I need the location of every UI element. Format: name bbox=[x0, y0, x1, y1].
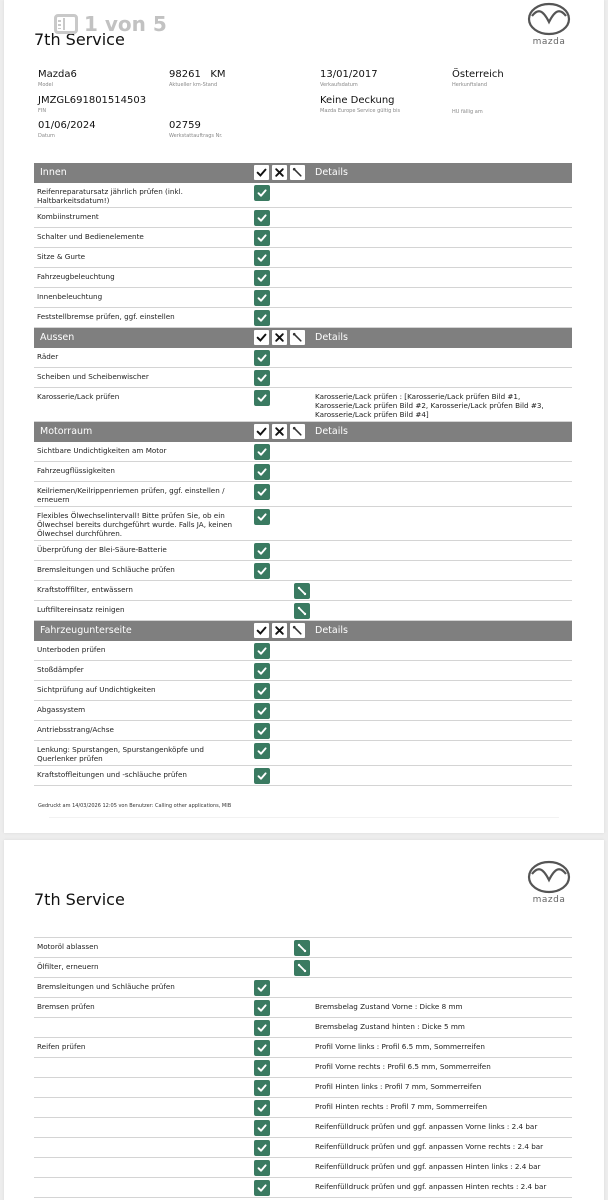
section-header bbox=[34, 328, 572, 348]
info-mes: Keine Deckung Mazda Europe Service gültig bis bbox=[320, 95, 401, 114]
status-ok-check-icon bbox=[254, 464, 270, 480]
table-row bbox=[34, 348, 572, 368]
status-ok-check-icon bbox=[254, 310, 270, 326]
x-icon bbox=[272, 623, 287, 638]
check-icon bbox=[254, 623, 269, 638]
row-label: Sitze & Gurte bbox=[37, 252, 86, 261]
table-row bbox=[34, 482, 572, 507]
table-row bbox=[34, 1018, 572, 1038]
row-label: Schalter und Bedienelemente bbox=[37, 232, 144, 241]
section-title: Motorraum bbox=[40, 426, 93, 437]
row-detail: Reifenfülldruck prüfen und ggf. anpassen Hinten links : 2.4 bar bbox=[315, 1162, 541, 1171]
row-label: Flexibles Ölwechselintervall! Bitte prüfen Sie, ob ein Ölwechsel bereits durchgeführt wurde. Falls JA, keinen Ölwechsel durchführen. bbox=[37, 511, 233, 538]
status-ok-check-icon bbox=[254, 370, 270, 386]
row-label: Überprüfung der Blei-Säure-Batterie bbox=[37, 545, 167, 554]
table-row bbox=[34, 541, 572, 561]
row-label: Räder bbox=[37, 352, 59, 361]
row-label: Reifen prüfen bbox=[37, 1042, 86, 1051]
status-repair-wrench-icon bbox=[294, 940, 310, 956]
x-icon bbox=[272, 424, 287, 439]
status-ok-check-icon bbox=[254, 543, 270, 559]
status-ok-check-icon bbox=[254, 509, 270, 525]
status-ok-check-icon bbox=[254, 1100, 270, 1116]
status-ok-check-icon bbox=[254, 444, 270, 460]
row-detail: Profil Vorne rechts : Profil 6.5 mm, Sommerreifen bbox=[315, 1062, 491, 1071]
row-label: Abgassystem bbox=[37, 705, 86, 714]
table-row bbox=[34, 1178, 572, 1198]
table-row bbox=[34, 701, 572, 721]
mazda-logo bbox=[522, 2, 576, 47]
section-title: Fahrzeugunterseite bbox=[40, 625, 132, 636]
table-row bbox=[34, 1098, 572, 1118]
info-country: Österreich Herkunftsland bbox=[452, 69, 504, 88]
table-row bbox=[34, 681, 572, 701]
status-repair-wrench-icon bbox=[294, 960, 310, 976]
row-detail: Bremsbelag Zustand Vorne : Dicke 8 mm bbox=[315, 1002, 463, 1011]
row-detail: Karosserie/Lack prüfen : [Karosserie/Lack prüfen Bild #1, Karosserie/Lack prüfen Bild #2, Karosserie/Lack prüfen Bild #3, Karosserie/Lack prüfen Bild #4] bbox=[315, 392, 544, 419]
status-ok-check-icon bbox=[254, 185, 270, 201]
table-row bbox=[34, 268, 572, 288]
mazda-emblem-icon bbox=[526, 860, 572, 894]
section-title: Innen bbox=[40, 167, 67, 178]
status-ok-check-icon bbox=[254, 743, 270, 759]
row-detail: Profil Vorne links : Profil 6.5 mm, Sommerreifen bbox=[315, 1042, 485, 1051]
mazda-wordmark: mazda bbox=[532, 37, 566, 47]
table-row bbox=[34, 641, 572, 661]
row-label: Ölfilter, erneuern bbox=[37, 962, 99, 971]
info-sale-date: 13/01/2017 Verkaufsdatum bbox=[320, 69, 378, 88]
status-ok-check-icon bbox=[254, 683, 270, 699]
status-ok-check-icon bbox=[254, 1060, 270, 1076]
table-row bbox=[34, 228, 572, 248]
table-row bbox=[34, 288, 572, 308]
row-label: Feststellbremse prüfen, ggf. einstellen bbox=[37, 312, 175, 321]
status-ok-check-icon bbox=[254, 230, 270, 246]
table-row bbox=[34, 308, 572, 328]
row-label: Fahrzeugflüssigkeiten bbox=[37, 466, 115, 475]
details-header: Details bbox=[315, 426, 348, 437]
mazda-logo bbox=[522, 860, 576, 905]
mazda-wordmark: mazda bbox=[532, 895, 566, 905]
table-row bbox=[34, 183, 572, 208]
row-label: Innenbeleuchtung bbox=[37, 292, 103, 301]
page-title: 7th Service bbox=[34, 890, 125, 909]
row-detail: Bremsbelag Zustand hinten : Dicke 5 mm bbox=[315, 1022, 465, 1031]
status-ok-check-icon bbox=[254, 1180, 270, 1196]
row-label: Scheiben und Scheibenwischer bbox=[37, 372, 149, 381]
table-row bbox=[34, 1078, 572, 1098]
row-detail: Reifenfülldruck prüfen und ggf. anpassen Vorne links : 2.4 bar bbox=[315, 1122, 538, 1131]
header-icons bbox=[254, 623, 305, 638]
status-ok-check-icon bbox=[254, 350, 270, 366]
row-detail: Profil Hinten links : Profil 7 mm, Sommerreifen bbox=[315, 1082, 482, 1091]
wrench-icon bbox=[290, 623, 305, 638]
row-detail: Reifenfülldruck prüfen und ggf. anpassen Hinten rechts : 2.4 bar bbox=[315, 1182, 547, 1191]
wrench-icon bbox=[290, 165, 305, 180]
row-label: Unterboden prüfen bbox=[37, 645, 106, 654]
table-row bbox=[34, 661, 572, 681]
table-row bbox=[34, 741, 572, 766]
status-ok-check-icon bbox=[254, 290, 270, 306]
status-ok-check-icon bbox=[254, 768, 270, 784]
header-icons bbox=[254, 165, 305, 180]
table-row bbox=[34, 721, 572, 741]
divider bbox=[49, 817, 559, 818]
header-icons bbox=[254, 330, 305, 345]
page-title: 7th Service bbox=[34, 30, 125, 49]
info-hu: HU fällig am bbox=[452, 109, 483, 115]
row-label: Kombiinstrument bbox=[37, 212, 99, 221]
row-label: Bremsleitungen und Schläuche prüfen bbox=[37, 982, 175, 991]
status-ok-check-icon bbox=[254, 390, 270, 406]
page-indicator[interactable] bbox=[54, 12, 167, 36]
x-icon bbox=[272, 330, 287, 345]
row-label: Bremsleitungen und Schläuche prüfen bbox=[37, 565, 175, 574]
status-ok-check-icon bbox=[254, 210, 270, 226]
table-row bbox=[34, 1038, 572, 1058]
table-row bbox=[34, 208, 572, 228]
table-row bbox=[34, 368, 572, 388]
row-label: Motoröl ablassen bbox=[37, 942, 99, 951]
table-row bbox=[34, 442, 572, 462]
row-label: Lenkung: Spurstangen, Spurstangenköpfe und Querlenker prüfen bbox=[37, 745, 204, 763]
status-ok-check-icon bbox=[254, 1040, 270, 1056]
info-order-number: 02759 Werkstattauftrags Nr. bbox=[169, 120, 223, 139]
table-row bbox=[34, 507, 572, 541]
row-label: Bremsen prüfen bbox=[37, 1002, 95, 1011]
status-ok-check-icon bbox=[254, 643, 270, 659]
status-ok-check-icon bbox=[254, 1080, 270, 1096]
wrench-icon bbox=[290, 330, 305, 345]
row-label: Kraftstofffilter, entwässern bbox=[37, 585, 133, 594]
status-ok-check-icon bbox=[254, 484, 270, 500]
print-footer: Gedruckt am 14/03/2026 12:05 von Benutzer: Calling other applications, MIB bbox=[38, 803, 232, 809]
section-header bbox=[34, 621, 572, 641]
table-row bbox=[34, 581, 572, 601]
row-label: Reifenreparatursatz jährlich prüfen (inkl. Haltbarkeitsdatum!) bbox=[37, 187, 183, 205]
details-header: Details bbox=[315, 167, 348, 178]
status-ok-check-icon bbox=[254, 1160, 270, 1176]
row-label: Sichtbare Undichtigkeiten am Motor bbox=[37, 446, 167, 455]
header-icons bbox=[254, 424, 305, 439]
table-row bbox=[34, 978, 572, 998]
wrench-icon bbox=[290, 424, 305, 439]
section-header bbox=[34, 422, 572, 442]
row-label: Stoßdämpfer bbox=[37, 665, 84, 674]
info-km: 98261 KM Aktueller km-Stand bbox=[169, 69, 226, 88]
row-label: Keilriemen/Keilrippenriemen prüfen, ggf. einstellen / erneuern bbox=[37, 486, 225, 504]
row-label: Luftfiltereinsatz reinigen bbox=[37, 605, 125, 614]
document-page-2 bbox=[4, 840, 604, 1200]
status-ok-check-icon bbox=[254, 723, 270, 739]
check-icon bbox=[254, 165, 269, 180]
table-row bbox=[34, 998, 572, 1018]
info-vin: JMZGL691801514503 FIN bbox=[38, 95, 147, 114]
table-row bbox=[34, 1058, 572, 1078]
status-ok-check-icon bbox=[254, 703, 270, 719]
table-row bbox=[34, 388, 572, 422]
row-label: Fahrzeugbeleuchtung bbox=[37, 272, 115, 281]
info-model: Mazda6 Model bbox=[38, 69, 77, 88]
row-detail: Reifenfülldruck prüfen und ggf. anpassen Vorne rechts : 2.4 bar bbox=[315, 1142, 544, 1151]
inspection-table bbox=[34, 163, 572, 786]
table-row bbox=[34, 1138, 572, 1158]
sidebar-icon[interactable] bbox=[54, 14, 78, 34]
status-ok-check-icon bbox=[254, 270, 270, 286]
row-label: Sichtprüfung auf Undichtigkeiten bbox=[37, 685, 156, 694]
table-row bbox=[34, 766, 572, 786]
info-date: 01/06/2024 Datum bbox=[38, 120, 96, 139]
table-row bbox=[34, 938, 572, 958]
details-header: Details bbox=[315, 332, 348, 343]
table-row bbox=[34, 561, 572, 581]
check-icon bbox=[254, 424, 269, 439]
row-label: Kraftstoffleitungen und -schläuche prüfen bbox=[37, 770, 187, 779]
status-repair-wrench-icon bbox=[294, 603, 310, 619]
inspection-table-continued bbox=[34, 937, 572, 1198]
row-detail: Profil Hinten rechts : Profil 7 mm, Sommerreifen bbox=[315, 1102, 488, 1111]
table-row bbox=[34, 601, 572, 621]
details-header: Details bbox=[315, 625, 348, 636]
status-ok-check-icon bbox=[254, 563, 270, 579]
x-icon bbox=[272, 165, 287, 180]
row-label: Karosserie/Lack prüfen bbox=[37, 392, 120, 401]
status-ok-check-icon bbox=[254, 250, 270, 266]
status-ok-check-icon bbox=[254, 980, 270, 996]
table-row bbox=[34, 1118, 572, 1138]
status-ok-check-icon bbox=[254, 1000, 270, 1016]
table-row bbox=[34, 958, 572, 978]
page-indicator-text: 1 von 5 bbox=[84, 12, 167, 36]
table-row bbox=[34, 248, 572, 268]
table-row bbox=[34, 1158, 572, 1178]
document-page-1 bbox=[4, 0, 604, 833]
row-label: Antriebsstrang/Achse bbox=[37, 725, 114, 734]
mazda-emblem-icon bbox=[526, 2, 572, 36]
section-title: Aussen bbox=[40, 332, 75, 343]
status-ok-check-icon bbox=[254, 1020, 270, 1036]
table-row bbox=[34, 462, 572, 482]
status-ok-check-icon bbox=[254, 1140, 270, 1156]
section-header bbox=[34, 163, 572, 183]
status-ok-check-icon bbox=[254, 663, 270, 679]
status-repair-wrench-icon bbox=[294, 583, 310, 599]
status-ok-check-icon bbox=[254, 1120, 270, 1136]
check-icon bbox=[254, 330, 269, 345]
